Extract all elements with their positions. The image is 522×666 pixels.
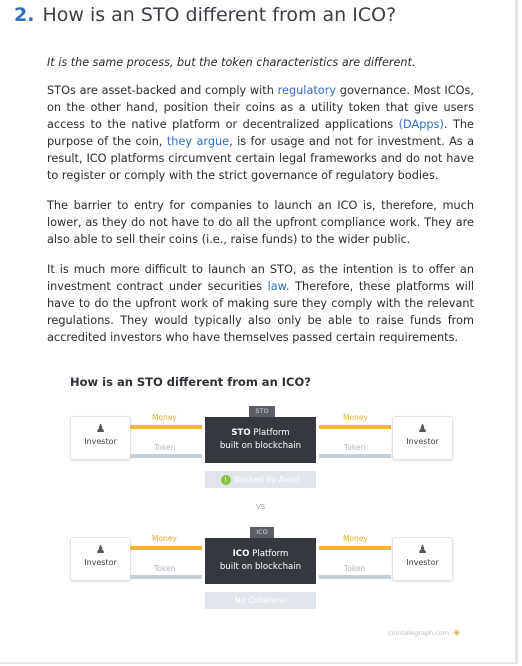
money-flow-bar <box>130 546 202 550</box>
paragraph-2: The barrier to entry for companies to launch an ICO is, therefore, much lower, as they do not have to do all the upfront compliance work. They are also able to sell their coins (i.e., raise funds) to the wider public. <box>47 199 474 246</box>
sto-platform-suffix: Platform <box>253 428 290 438</box>
token-flow-bar <box>319 575 391 579</box>
sto-footer-label: Backed by Asset <box>234 475 301 484</box>
investor-card-left <box>70 416 131 460</box>
token-label: Token <box>344 443 366 452</box>
sto-platform-sub: built on blockchain <box>219 441 302 451</box>
token-flow-bar <box>130 575 202 579</box>
link-regulatory[interactable]: regulatory <box>277 84 337 97</box>
ico-tag: ICO <box>250 527 274 538</box>
ico-platform-name: ICO <box>232 549 250 559</box>
check-icon: ! <box>221 475 231 485</box>
investor-label: Investor <box>84 558 117 567</box>
cointelegraph-logo-icon: ◈ <box>453 628 460 638</box>
token-label: Token <box>344 564 366 573</box>
sto-platform-name: STO <box>231 428 251 438</box>
ico-platform-box <box>205 538 316 584</box>
paragraph-text: . Therefore, these platforms will have to do the upfront work of making sure they comply with the relevant regulations. They would typically also only be able to raise funds from accredited investors who have themselves passed certain requirements. <box>47 280 475 344</box>
person-icon: ♟ <box>95 543 106 556</box>
token-label: Token <box>154 443 176 452</box>
link-dapps[interactable]: (DApps) <box>398 118 444 131</box>
paragraph-text: , is for usage and not for investment. As a result, ICO platforms circumvent certain legal frameworks and do not have to register or comply with the strict governance of regulatory bodies. <box>47 135 475 182</box>
investor-card-left-ico <box>70 537 131 581</box>
money-label: Money <box>343 534 368 543</box>
paragraph-3 <box>47 261 474 346</box>
token-flow-bar <box>130 454 202 458</box>
person-icon: ♟ <box>417 543 428 556</box>
person-icon: ♟ <box>95 422 106 435</box>
paragraph-text: . The purpose of the coin, <box>47 118 474 148</box>
person-icon: ♟ <box>417 422 428 435</box>
token-flow-bar <box>319 454 391 458</box>
investor-label: Investor <box>406 558 439 567</box>
section-heading <box>14 4 396 26</box>
ico-platform-suffix: Platform <box>252 549 289 559</box>
money-flow-bar <box>319 425 391 429</box>
money-label: Money <box>152 413 177 422</box>
money-flow-bar <box>130 425 202 429</box>
token-label: Token <box>154 564 176 573</box>
investor-card-right <box>392 416 453 460</box>
sto-footer <box>205 471 316 488</box>
money-label: Money <box>152 534 177 543</box>
section-title: How is an STO different from an ICO? <box>42 4 397 26</box>
ico-platform-sub: built on blockchain <box>219 562 302 572</box>
section-number: 2. <box>14 4 35 26</box>
paragraph-text: STOs are asset-backed and comply with <box>47 84 278 97</box>
investor-card-right-ico <box>392 537 453 581</box>
credit-text: cointelegraph.com <box>388 629 450 637</box>
ico-footer: No Collateral <box>205 592 316 609</box>
link-they-argue[interactable]: they argue <box>166 135 230 148</box>
investor-label: Investor <box>84 437 117 446</box>
lead-sentence: It is the same process, but the token characteristics are different. <box>47 56 416 69</box>
infographic-title: How is an STO different from an ICO? <box>70 375 311 389</box>
investor-label: Investor <box>406 437 439 446</box>
vs-label: VS <box>256 503 266 511</box>
paragraph-text: It is much more difficult to launch an STO, as the intention is to offer an investment contract under securities <box>47 263 474 293</box>
money-flow-bar <box>319 546 391 550</box>
paragraph-1 <box>47 82 474 184</box>
sto-tag: STO <box>249 406 275 417</box>
sto-vs-ico-infographic <box>64 368 478 658</box>
link-law[interactable]: law <box>267 280 286 293</box>
source-credit <box>388 628 460 638</box>
money-label: Money <box>343 413 368 422</box>
sto-platform-box <box>205 417 316 463</box>
paragraph-text: governance. Most ICOs, on the other hand, position their coins as a utility token that give users access to the native platform or decentralized applications <box>47 84 474 131</box>
